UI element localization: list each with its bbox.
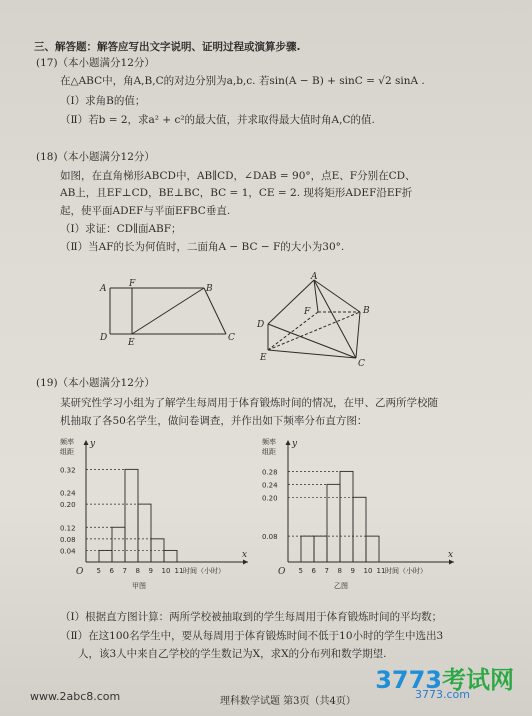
- q19-part2-line2: 人，该3人中来自乙学校的学生数记为X，求X的分布列和数学期望.: [78, 648, 387, 660]
- watermark-brand-text: 考试网: [442, 666, 514, 694]
- q17-stem: 在△ABC中，角A,B,C的对边分别为a,b,c. 若sin(A − B) + sinC = √2 sinA .: [60, 75, 425, 87]
- y-tick-label: 0.08: [60, 535, 76, 544]
- histogram-bar: [112, 527, 125, 562]
- y-axis-letter: y: [90, 439, 96, 449]
- y-tick-label: 0.12: [60, 524, 76, 533]
- label-A-solid: A: [311, 272, 318, 282]
- watermark-url: 3773.com: [415, 688, 470, 701]
- label-D-solid: D: [257, 320, 265, 330]
- q17-number: (17)（本小题满分12分）: [36, 57, 155, 69]
- y-axis-arrow: [84, 440, 89, 445]
- origin-label: O: [76, 567, 84, 577]
- histogram-bar: [125, 469, 138, 562]
- x-axis-label: 时间（小时）: [385, 567, 427, 575]
- section-header: 三、解答题：解答应写出文字说明、证明过程或演算步骤.: [34, 41, 301, 53]
- ylabel-bottom: 组距: [262, 448, 276, 456]
- label-C: C: [228, 333, 235, 343]
- q17-part2: （Ⅱ）若b = 2，求a² + c²的最大值，并求取得最大值时角A,C的值.: [60, 114, 375, 126]
- label-F-solid: F: [304, 307, 311, 317]
- x-tick-label: 9: [148, 567, 153, 575]
- x-axis-arrow: [243, 560, 248, 565]
- x-tick-label: 6: [109, 567, 114, 575]
- q19-stem-line2: 机抽取了各50名学生，做问卷调查，并作出如下频率分布直方图：: [60, 415, 368, 427]
- q18-stem-line3: 起，使平面ADEF与平面EFBC垂直.: [60, 205, 231, 217]
- histogram-bar: [327, 484, 340, 562]
- y-tick-label: 0.32: [60, 466, 76, 475]
- histogram-bar: [99, 550, 112, 562]
- x-axis-arrow: [449, 560, 454, 565]
- histogram-bar: [301, 536, 314, 562]
- label-D: D: [100, 333, 108, 343]
- histogram-bar: [138, 504, 151, 562]
- q18-stem-line1: 如图，在直角梯形ABCD中，AB∥CD，∠DAB = 90°，点E、F分别在CD、: [60, 170, 416, 182]
- label-C-solid: C: [358, 359, 365, 368]
- label-E: E: [128, 338, 135, 348]
- x-tick-label: 5: [298, 567, 303, 575]
- watermark-left: www.2abc8.com: [30, 690, 121, 703]
- x-axis-label: 时间（小时）: [183, 567, 225, 575]
- watermark-brand-num: 3773: [375, 666, 442, 694]
- q18-part2: （Ⅱ）当AF的长为何值时，二面角A − BC − F的大小为30°.: [60, 241, 345, 253]
- x-axis-letter: x: [448, 550, 454, 560]
- x-axis-letter: x: [242, 550, 248, 560]
- y-axis-letter: y: [292, 439, 298, 449]
- y-tick-label: 0.08: [262, 533, 278, 542]
- x-tick-label: 10: [161, 567, 171, 575]
- histogram-bar: [353, 497, 366, 562]
- y-tick-label: 0.04: [60, 547, 76, 556]
- y-tick-label: 0.28: [262, 468, 278, 477]
- page-footer: 理科数学试题 第3页（共4页）: [220, 696, 356, 707]
- x-tick-label: 7: [122, 567, 127, 575]
- y-tick-label: 0.20: [60, 501, 76, 510]
- ylabel-top: 频率: [60, 438, 74, 446]
- x-tick-label: 8: [337, 567, 342, 575]
- origin-label: O: [278, 567, 286, 577]
- label-A: A: [100, 284, 107, 294]
- q17-part1: （Ⅰ）求角B的值；: [60, 95, 146, 107]
- x-tick-label: 7: [324, 567, 329, 575]
- histogram-bar: [164, 550, 177, 562]
- y-axis-arrow: [286, 440, 291, 445]
- x-tick-label: 11: [174, 567, 184, 575]
- y-tick-label: 0.24: [262, 481, 278, 490]
- trapezoid-figure: [96, 278, 246, 348]
- q19-stem-line1: 某研究性学习小组为了解学生每周用于体育锻炼时间的情况，在甲、乙两所学校随: [60, 397, 438, 409]
- x-tick-label: 8: [135, 567, 140, 575]
- ylabel-bottom: 组距: [60, 448, 74, 456]
- x-tick-label: 9: [350, 567, 355, 575]
- histogram-bar: [366, 536, 379, 562]
- x-tick-label: 10: [363, 567, 373, 575]
- histogram-jia: [48, 434, 258, 604]
- q19-part2-line1: （Ⅱ）在这100名学生中，要从每周用于体育锻炼时间不低于10小时的学生中选出3: [60, 630, 444, 642]
- histogram-bar: [314, 536, 327, 562]
- y-tick-label: 0.20: [262, 494, 278, 503]
- folded-solid-figure: [252, 270, 382, 368]
- x-tick-label: 6: [311, 567, 316, 575]
- chart-title: 甲图: [132, 582, 146, 590]
- q18-stem-line2: AB上，且EF⊥CD，BE⊥BC，BC = 1，CE = 2. 现将矩形ADEF沿EF折: [60, 187, 413, 199]
- ylabel-top: 频率: [262, 438, 276, 446]
- label-F: F: [129, 279, 136, 289]
- label-B-solid: B: [363, 306, 370, 316]
- x-tick-label: 5: [96, 567, 101, 575]
- label-B: B: [206, 284, 213, 294]
- q19-number: (19)（本小题满分12分）: [36, 377, 155, 389]
- y-tick-label: 0.24: [60, 489, 76, 498]
- histogram-bar: [340, 471, 353, 562]
- q18-part1: （Ⅰ）求证：CD∥面ABF；: [60, 223, 182, 235]
- x-tick-label: 11: [376, 567, 386, 575]
- histogram-yi: [258, 434, 458, 604]
- q19-part1: （Ⅰ）根据直方图计算：两所学校被抽取到的学生每周用于体育锻炼时间的平均数；: [60, 611, 443, 623]
- chart-title: 乙图: [334, 582, 348, 590]
- label-E-solid: E: [260, 353, 267, 363]
- q18-number: (18)（本小题满分12分）: [36, 151, 155, 163]
